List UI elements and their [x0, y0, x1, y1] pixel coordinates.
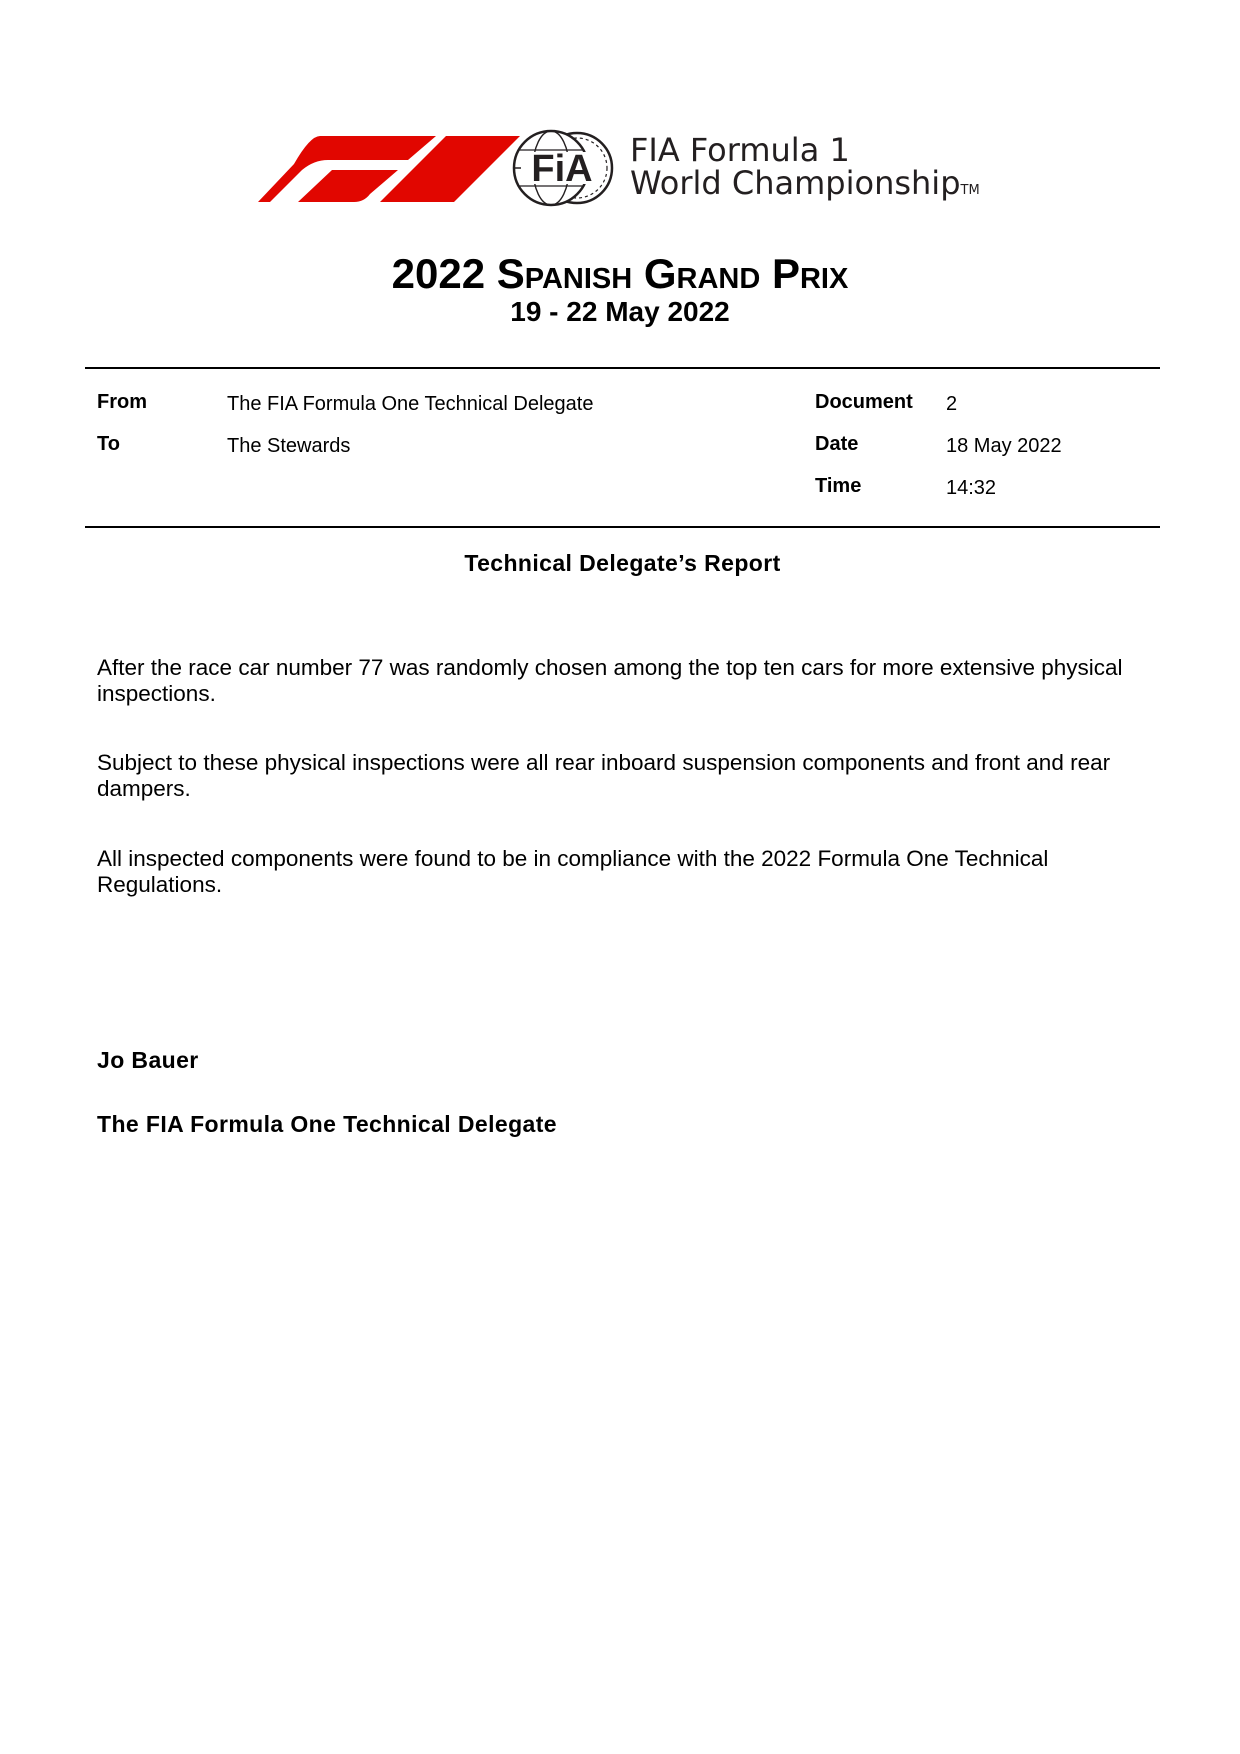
time-label: Time	[815, 475, 862, 497]
from-value: The FIA Formula One Technical Delegate	[227, 393, 594, 415]
event-title: 2022 Spanish Grand Prix	[391, 250, 849, 297]
divider-bottom	[85, 526, 1160, 528]
date-value: 18 May 2022	[946, 435, 1062, 457]
fia-title-line1: FIA Formula 1	[630, 131, 850, 169]
report-paragraph-1: After the race car number 77 was randomly chosen among the top ten cars for more extensive physical inspections.	[97, 655, 1123, 706]
to-label: To	[97, 433, 120, 455]
date-label: Date	[815, 433, 859, 455]
f1-logo-icon	[258, 136, 520, 202]
event-dates: 19 - 22 May 2022	[510, 296, 730, 327]
report-paragraph-2: Subject to these physical inspections were all rear inboard suspension components and front and rear dampers.	[97, 750, 1111, 801]
report-title: Technical Delegate’s Report	[464, 550, 781, 576]
fia-seal-icon	[511, 128, 619, 208]
fia-title-line2-text: World Championship	[630, 164, 961, 202]
divider-top	[85, 367, 1160, 369]
fia-seal-text: FiA	[531, 148, 593, 190]
report-paragraph-3: All inspected components were found to be in compliance with the 2022 Formula One Technical Regulations.	[97, 846, 1049, 897]
fia-title-line2	[630, 164, 1030, 207]
from-label: From	[97, 391, 147, 413]
time-value: 14:32	[946, 477, 997, 499]
document-value: 2	[946, 393, 958, 415]
header-logo	[258, 128, 1008, 208]
signature-role: The FIA Formula One Technical Delegate	[97, 1111, 557, 1137]
to-value: The Stewards	[227, 435, 351, 457]
trademark-mark: TM	[960, 183, 980, 198]
fia-championship-title	[630, 131, 1030, 207]
document-label: Document	[815, 391, 913, 413]
signature-name: Jo Bauer	[97, 1047, 199, 1073]
